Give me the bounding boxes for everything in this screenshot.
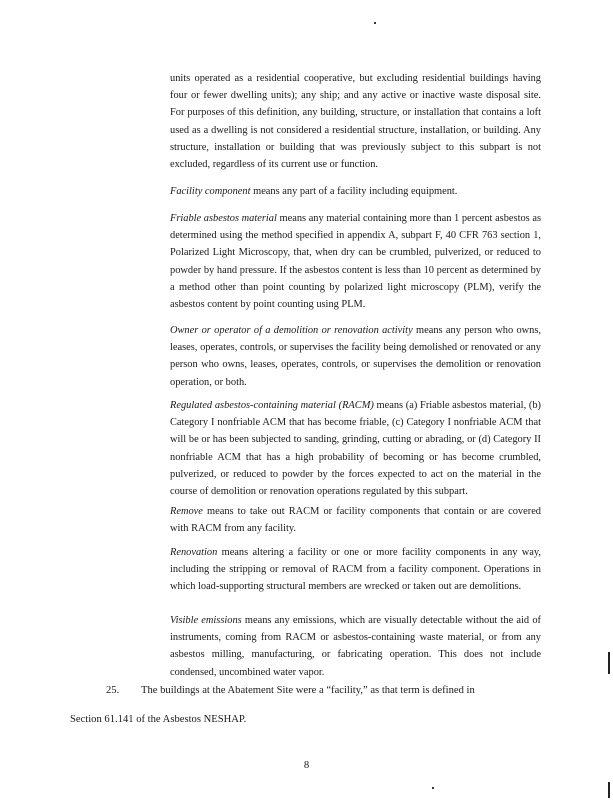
definition-text: means any emissions, which are visually detectable without the aid of instruments, coming from RACM or asbestos-containing waste material, or from any asbestos milling, manufacturing, or fabricating operation. This does not include condensed, uncombined water vapor. bbox=[170, 615, 541, 678]
residential-definition-continuation: units operated as a residential cooperative, but excluding residential buildings having four or fewer dwelling units); any ship; and any active or inactive waste disposal site. For purposes of this definition, any building, structure, or installation that contains a loft used as a dwelling is not considered a residential structure, installation, or building. Any structure, installation or building that was previously subject to this subpart is not excluded, regardless of its current use or function. bbox=[170, 73, 541, 171]
paragraph-25-line-2: Section 61.141 of the Asbestos NESHAP. bbox=[70, 714, 247, 725]
definition-text: means altering a facility or one or more facility components in any way, including the stripping or removal of RACM from a facility component. Operations in which load-supporting structural members are wrecked or taken out are demolitions. bbox=[170, 547, 541, 593]
definition-renovation bbox=[170, 544, 541, 596]
definition-term: Facility component bbox=[170, 186, 251, 197]
definition-term: Regulated asbestos-containing material (RACM) bbox=[170, 400, 374, 411]
definition-text: means any person who owns, leases, operates, controls, or supervises the facility being demolished or renovated or any person who owns, leases, operates, controls, or supervises the demolition or renovation operation, or both. bbox=[170, 325, 542, 388]
scan-margin-mark bbox=[608, 652, 610, 674]
scan-margin-mark bbox=[608, 782, 610, 798]
definition-term: Remove bbox=[170, 506, 203, 517]
definition-term: Renovation bbox=[170, 547, 218, 558]
definition-racm bbox=[170, 397, 541, 500]
definition-friable-asbestos-material bbox=[170, 210, 541, 313]
definition-text: means to take out RACM or facility components that contain or are covered with RACM from any facility. bbox=[170, 506, 541, 535]
definition-text: means any part of a facility including equipment. bbox=[250, 186, 458, 197]
definition-remove bbox=[170, 503, 541, 537]
definition-term: Friable asbestos material bbox=[170, 213, 277, 224]
definition-owner-or-operator bbox=[170, 322, 541, 391]
paragraph-number: 25. bbox=[106, 685, 120, 696]
scan-speck bbox=[374, 22, 376, 24]
definition-visible-emissions bbox=[170, 612, 541, 681]
page-number: 8 bbox=[303, 760, 310, 771]
definition-facility-component bbox=[170, 183, 541, 200]
definition-term: Visible emissions bbox=[170, 615, 242, 626]
definition-text: means (a) Friable asbestos material, (b) Category I nonfriable ACM that has become friable, (c) Category I nonfriable ACM that will be or has been subjected to sanding, grinding, cutting or abrading, or (d) Category II nonfriable ACM that has a high probability of becoming or has become crumbled, pulverized, or reduced to powder by the forces expected to act on the material in the course of demolition or renovation operations regulated by this subpart. bbox=[170, 400, 541, 498]
definition-text: means any material containing more than 1 percent asbestos as determined using the method specified in appendix A, subpart F, 40 CFR 763 section 1, Polarized Light Microscopy, that, when dry can be crumbled, pulverized, or reduced to powder by hand pressure. If the asbestos content is less than 10 percent as determined by a method other than point counting by polarized light microscopy (PLM), verify the asbestos content by point counting using PLM. bbox=[170, 213, 541, 311]
definition-term: Owner or operator of a demolition or renovation activity bbox=[170, 325, 413, 336]
paragraph-25-line-1: The buildings at the Abatement Site were a “facility,” as that term is defined in bbox=[141, 685, 475, 696]
scan-speck bbox=[432, 787, 434, 789]
